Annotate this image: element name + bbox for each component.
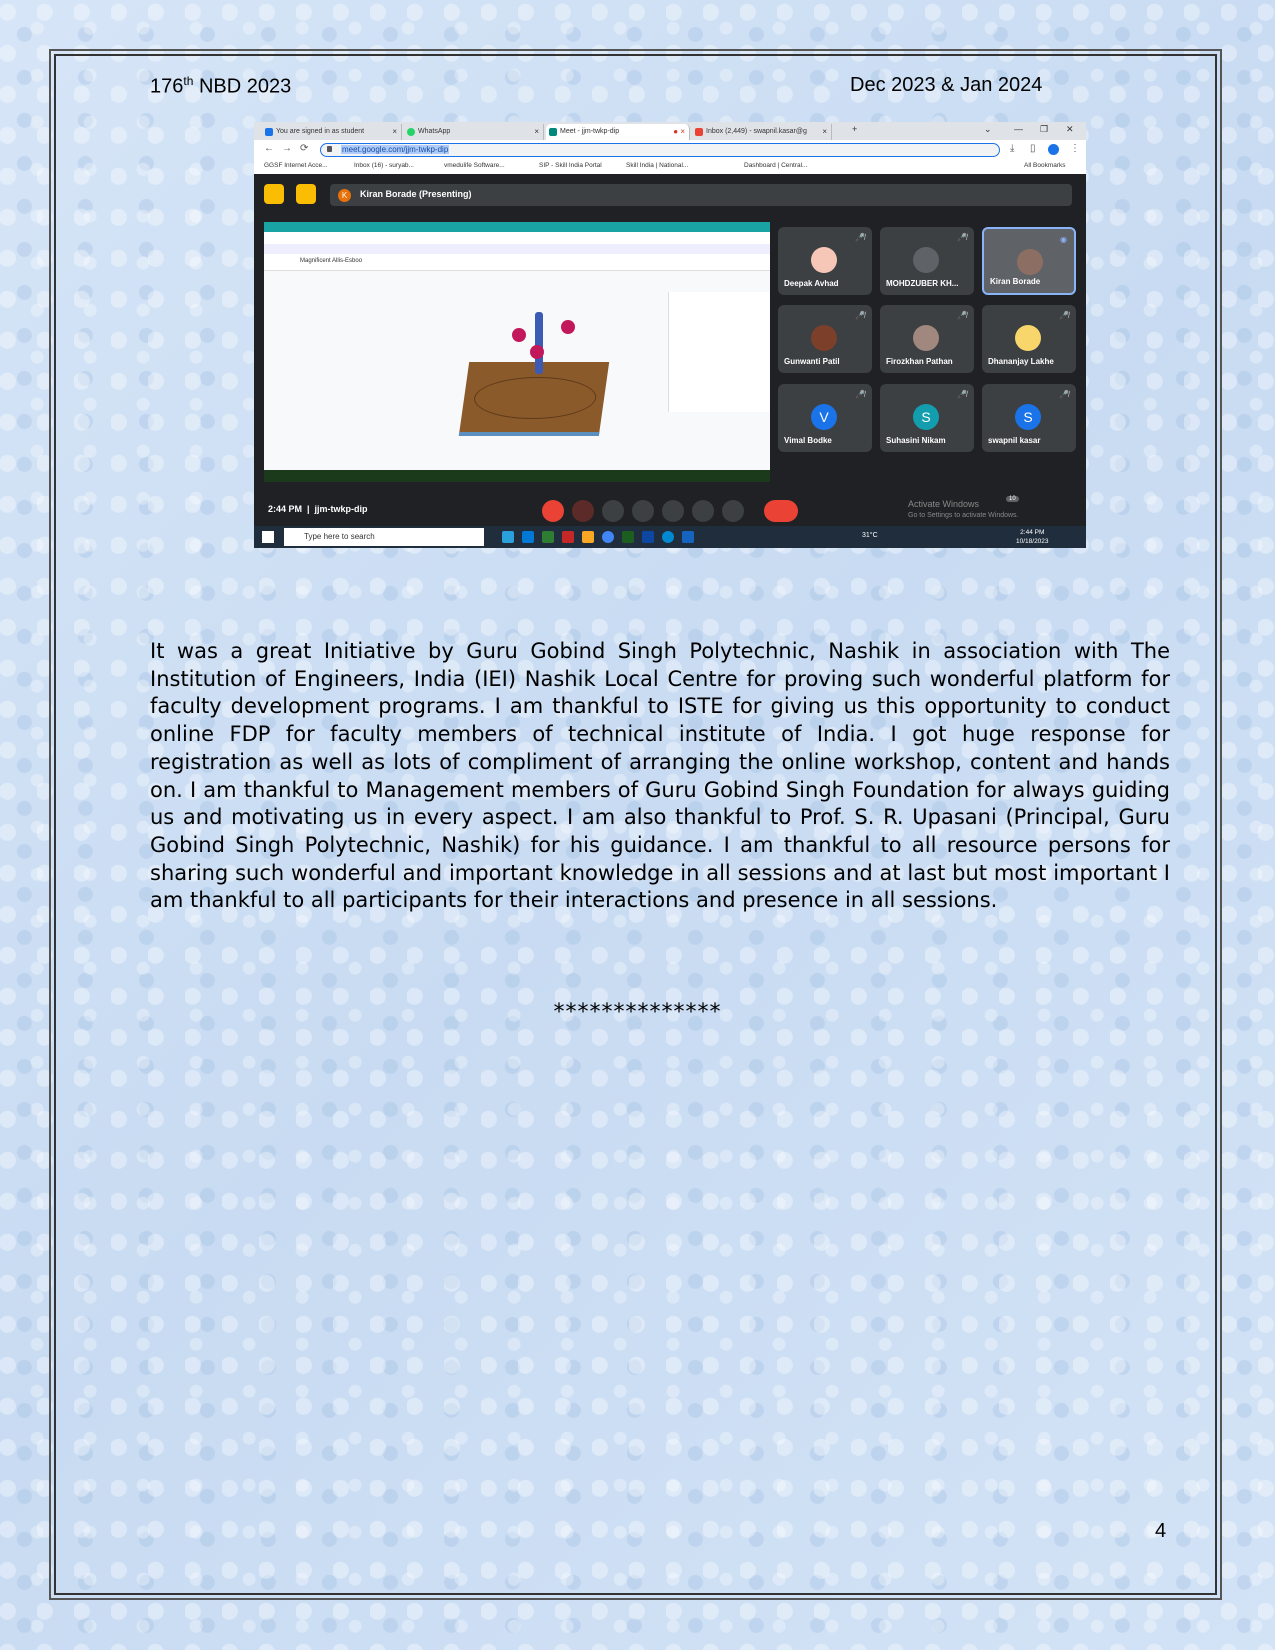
gmail-icon: [695, 128, 703, 136]
shared-taskbar: [264, 470, 770, 482]
app-icon[interactable]: [542, 531, 554, 543]
leave-call-button[interactable]: [764, 500, 798, 522]
reload-icon[interactable]: ⟳: [300, 143, 309, 154]
shared-screen: [264, 222, 770, 482]
layout-icon[interactable]: [296, 184, 316, 204]
more-options-button[interactable]: [722, 500, 744, 522]
browser-tab[interactable]: You are signed in as student ×: [262, 124, 402, 140]
edge-icon[interactable]: [662, 531, 674, 543]
bookmark-item[interactable]: All Bookmarks: [1024, 162, 1066, 169]
avatar: [913, 325, 939, 351]
avatar: [913, 247, 939, 273]
bookmark-item[interactable]: Skill India | National...: [626, 162, 689, 169]
sphere: [512, 328, 526, 342]
taskbar-search[interactable]: Type here to search: [284, 528, 484, 546]
shared-tab-bar: [264, 222, 770, 232]
activate-windows-watermark: Activate Windows Go to Settings to activate Windows.: [908, 499, 1019, 519]
separator: **************: [553, 1000, 722, 1025]
body-paragraph: It was a great Initiative by Guru Gobind Singh Polytechnic, Nashik in association with The Institution of Engineers, India (IEI) Nashik Local Centre for proving such wonderful platform for faculty development programs. I am thankful to ISTE for giving us this opportunity to conduct online FDP for faculty members of technical institute of India. I got huge response for registration as well as lots of compliment of arranging the online workshop, content and hands on. I am thankful to Management members of Guru Gobind Singh Foundation for always guiding us and motivating us in every aspect. I am also thankful to Prof. S. R. Upasani (Principal, Guru Gobind Singh Polytechnic, Nashik) for his guidance. I am thankful to all resource persons for sharing such wonderful and important knowledge in all sessions and at last but most important I am thankful to all participants for their interactions and presence in all sessions.: [150, 639, 1170, 913]
participant-name: Suhasini Nikam: [886, 436, 946, 445]
participant-tile[interactable]: [778, 305, 872, 373]
participant-name: Kiran Borade: [990, 277, 1041, 286]
speaking-icon: ◉: [1060, 235, 1067, 244]
folder-icon[interactable]: [582, 531, 594, 543]
app-icon[interactable]: [642, 531, 654, 543]
participant-name: Vimal Bodke: [784, 436, 832, 445]
participant-name: Gunwanti Patil: [784, 357, 840, 366]
browser-tab[interactable]: WhatsApp ×: [404, 124, 544, 140]
participant-name: Firozkhan Pathan: [886, 357, 953, 366]
excel-icon[interactable]: [622, 531, 634, 543]
mic-off-icon: 🎤̸: [855, 311, 865, 320]
avatar: S: [913, 404, 939, 430]
avatar: [811, 325, 837, 351]
mic-off-icon: 🎤̸: [957, 311, 967, 320]
participant-name: MOHDZUBER KH...: [886, 279, 959, 288]
participant-tile[interactable]: [778, 384, 872, 452]
close-icon[interactable]: ✕: [1066, 124, 1074, 134]
wood-board: [459, 362, 609, 436]
avatar: [1015, 325, 1041, 351]
windows-start-icon[interactable]: [262, 531, 274, 543]
participant-tile[interactable]: [880, 384, 974, 452]
mic-off-icon: 🎤̸: [855, 233, 865, 242]
bookmarks-bar: [254, 160, 1086, 175]
header-date: Dec 2023 & Jan 2024: [850, 74, 1043, 96]
mic-off-icon: 🎤̸: [957, 233, 967, 242]
chevron-down-icon[interactable]: ⌄: [984, 124, 992, 134]
participant-tile-speaking[interactable]: [982, 227, 1076, 295]
forward-icon[interactable]: →: [282, 143, 292, 154]
tinkercad-title: Magnificent Allis-Esboo: [300, 258, 363, 264]
present-icon[interactable]: [264, 184, 284, 204]
bookmark-item[interactable]: GGSF Internet Acce...: [264, 162, 328, 169]
bookmark-item[interactable]: vmedulife Software...: [444, 162, 505, 169]
bookmark-item[interactable]: Inbox (16) - suryab...: [354, 162, 414, 169]
participant-tile[interactable]: [982, 384, 1076, 452]
sphere: [530, 345, 544, 359]
participant-tile[interactable]: [778, 227, 872, 295]
windows-taskbar: [254, 526, 1086, 548]
participant-tile[interactable]: [880, 305, 974, 373]
pdf-icon[interactable]: [562, 531, 574, 543]
avatar: S: [1015, 404, 1041, 430]
participant-tile[interactable]: [982, 305, 1076, 373]
mic-off-icon: 🎤̸: [855, 390, 865, 399]
presenter-avatar: K: [338, 189, 351, 202]
tinkercad-toolbar: [264, 254, 770, 271]
header-issue: 176th NBD 2023: [150, 74, 292, 98]
address-bar-row: [254, 140, 1086, 160]
mic-off-button[interactable]: [542, 500, 564, 522]
sphere: [561, 320, 575, 334]
bookmark-item[interactable]: SIP - Skill India Portal: [539, 162, 602, 169]
raise-hand-button[interactable]: [692, 500, 714, 522]
meeting-screenshot: [254, 122, 1086, 548]
url-field[interactable]: meet.google.com/jjm-twkp-dip: [320, 143, 1000, 157]
whatsapp-icon: [407, 128, 415, 136]
presenter-label: Kiran Borade (Presenting): [360, 189, 472, 199]
mic-off-icon: 🎤̸: [1059, 311, 1069, 320]
camera-off-button[interactable]: [572, 500, 594, 522]
browser-tab[interactable]: Inbox (2,449) - swapnil.kasar@g ×: [692, 124, 832, 140]
system-clock: 2:44 PM 10/18/2023: [1016, 529, 1049, 545]
chrome-icon[interactable]: [602, 531, 614, 543]
emoji-button[interactable]: [632, 500, 654, 522]
menu-icon[interactable]: ⋮: [1070, 143, 1080, 154]
back-icon[interactable]: ←: [264, 143, 274, 154]
sidebar-icon[interactable]: ▯: [1030, 143, 1036, 154]
telegram-icon[interactable]: [502, 531, 514, 543]
profile-avatar[interactable]: [1048, 144, 1059, 155]
presenting-banner: [330, 184, 1072, 206]
pen-model: [535, 312, 543, 374]
avatar: [1017, 249, 1043, 275]
app-icon[interactable]: [522, 531, 534, 543]
meeting-info: 2:44 PM | jjm-twkp-dip: [268, 504, 368, 514]
minimize-icon[interactable]: —: [1014, 124, 1023, 134]
meet-icon: [549, 128, 557, 136]
browser-tab-active[interactable]: Meet - jjm-twkp-dip ● ×: [546, 124, 690, 140]
participant-name: Deepak Avhad: [784, 279, 839, 288]
lock-icon: [327, 146, 332, 152]
present-screen-button[interactable]: [662, 500, 684, 522]
meet-control-bar: [254, 494, 1086, 526]
participant-tile[interactable]: [880, 227, 974, 295]
participant-name: swapnil kasar: [988, 436, 1041, 445]
word-icon[interactable]: [682, 531, 694, 543]
participant-count-badge: 10: [1006, 496, 1019, 502]
page-number: 4: [1155, 1520, 1167, 1542]
site-icon: [265, 128, 273, 136]
shared-bookmarks: [264, 244, 770, 254]
download-icon[interactable]: ⤓: [1010, 143, 1015, 154]
avatar: [811, 247, 837, 273]
browser-tab-bar: [254, 122, 1086, 140]
new-tab-icon[interactable]: +: [852, 124, 858, 134]
bookmark-item[interactable]: Dashboard | Central...: [744, 162, 808, 169]
restore-icon[interactable]: ❐: [1040, 124, 1049, 134]
shape-properties-panel: [668, 292, 769, 412]
mic-off-icon: 🎤̸: [1059, 390, 1069, 399]
captions-button[interactable]: [602, 500, 624, 522]
weather-temp: 31°C: [862, 532, 878, 539]
avatar: V: [811, 404, 837, 430]
meet-top-bar: [254, 174, 1086, 212]
mic-off-icon: 🎤̸: [957, 390, 967, 399]
participant-name: Dhananjay Lakhe: [988, 357, 1054, 366]
